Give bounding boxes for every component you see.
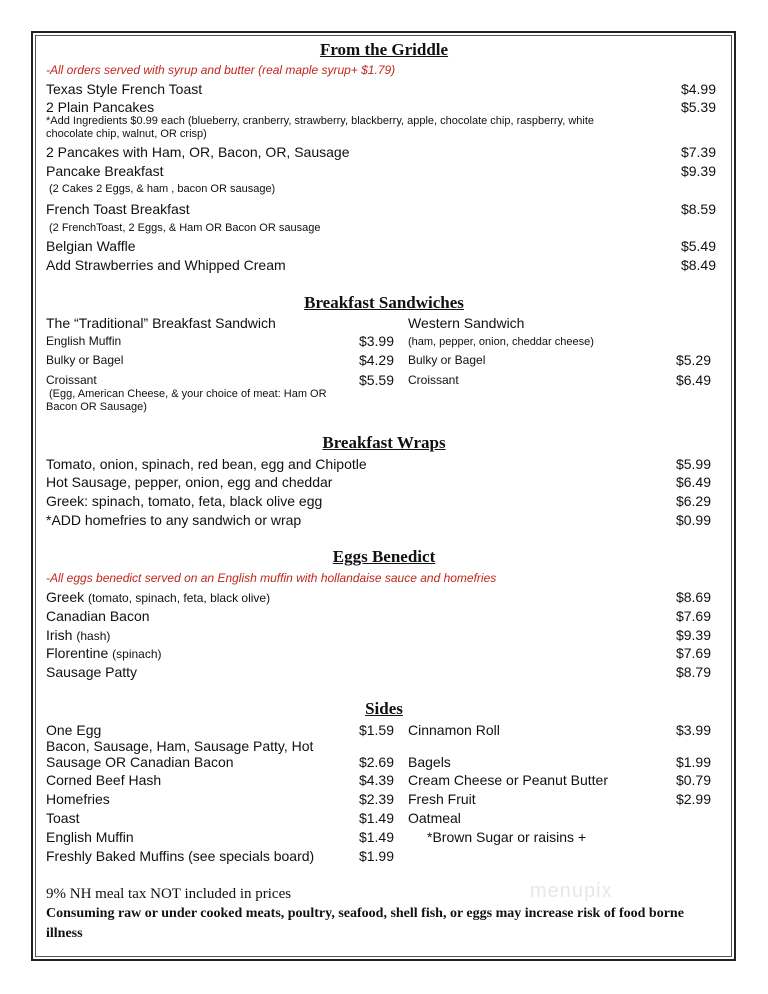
side-item-name: Toast xyxy=(46,810,80,826)
benedict-item-detail: (hash) xyxy=(76,629,111,643)
benedict-item xyxy=(46,608,150,624)
side-item-name: Homefries xyxy=(46,791,110,807)
side-item-name: Bagels xyxy=(408,754,451,770)
benedict-item-detail: (spinach) xyxy=(112,647,162,661)
food-warning: Consuming raw or under cooked meats, poultry, seafood, shell fish, or eggs may increase risk of food borne xyxy=(46,906,684,921)
griddle-note: -All orders served with syrup and butter (real maple syrup+ $1.79) xyxy=(46,63,396,77)
traditional-desc: (Egg, American Cheese, & your choice of meat: Ham OR xyxy=(49,388,327,400)
side-item-name: Bacon, Sausage, Ham, Sausage Patty, Hot xyxy=(46,738,314,754)
section-title-sides: Sides xyxy=(365,699,403,718)
side-item-name: Oatmeal xyxy=(408,810,461,826)
benedict-item-name: Irish xyxy=(46,627,73,643)
wrap-item-price: $0.99 xyxy=(675,512,711,528)
traditional-desc: Bacon OR Sausage) xyxy=(46,401,147,413)
benedict-item-price: $7.69 xyxy=(675,608,711,624)
griddle-item-name: 2 Pancakes with Ham, OR, Bacon, OR, Sausage xyxy=(46,144,350,160)
wrap-item-name: Hot Sausage, pepper, onion, egg and cheddar xyxy=(46,474,333,490)
griddle-item-price: $8.49 xyxy=(680,257,716,273)
section-title-benedict: Eggs Benedict xyxy=(332,547,436,566)
traditional-sandwich-name: The “Traditional” Breakfast Sandwich xyxy=(46,315,276,331)
side-item-price: $0.79 xyxy=(675,772,711,788)
section-title-griddle: From the Griddle xyxy=(319,40,449,59)
benedict-item-price: $7.69 xyxy=(675,645,711,661)
side-item-price: $2.69 xyxy=(358,754,394,770)
side-item-name: Sausage OR Canadian Bacon xyxy=(46,754,234,770)
side-item-name: English Muffin xyxy=(46,829,134,845)
side-item-name: Corned Beef Hash xyxy=(46,772,162,788)
benedict-item xyxy=(46,664,137,680)
side-item-price: $2.39 xyxy=(358,791,394,807)
wrap-item-name: Greek: spinach, tomato, feta, black olive egg xyxy=(46,493,323,509)
side-item-price: $4.39 xyxy=(358,772,394,788)
western-sandwich-name: Western Sandwich xyxy=(408,315,525,331)
tax-note: 9% NH meal tax NOT included in prices xyxy=(46,886,292,902)
side-item-name: Fresh Fruit xyxy=(408,791,476,807)
side-item-price: $2.99 xyxy=(675,791,711,807)
wrap-item-price: $6.49 xyxy=(675,474,711,490)
western-option-name: Bulky or Bagel xyxy=(408,353,486,367)
side-item-price: $1.99 xyxy=(358,848,394,864)
watermark-logo: menupix xyxy=(530,880,613,902)
benedict-item xyxy=(46,645,162,661)
griddle-item-price: $5.49 xyxy=(680,238,716,254)
griddle-item-price: $7.39 xyxy=(680,144,716,160)
western-option-price: $6.49 xyxy=(675,372,711,388)
griddle-item-price: $4.99 xyxy=(680,81,716,97)
benedict-item-name: Sausage Patty xyxy=(46,664,138,680)
western-option-price: $5.29 xyxy=(675,352,711,368)
side-item-name: Cream Cheese or Peanut Butter xyxy=(408,772,608,788)
griddle-item-name: 2 Plain Pancakes xyxy=(46,99,155,115)
western-option-name: Croissant xyxy=(408,373,459,387)
griddle-item-price: $9.39 xyxy=(680,163,716,179)
traditional-option-name: English Muffin xyxy=(46,334,122,348)
side-item-name: One Egg xyxy=(46,722,102,738)
pancake-breakfast-desc: (2 Cakes 2 Eggs, & ham , bacon OR sausage) xyxy=(49,183,276,195)
wrap-item-name: Tomato, onion, spinach, red bean, egg and Chipotle xyxy=(46,456,367,472)
griddle-item-name: French Toast Breakfast xyxy=(46,201,190,217)
traditional-option-price: $4.29 xyxy=(358,352,394,368)
benedict-item-price: $8.79 xyxy=(675,664,711,680)
side-item-price: $1.99 xyxy=(675,754,711,770)
benedict-item xyxy=(46,627,110,643)
wrap-item-name: *ADD homefries to any sandwich or wrap xyxy=(46,512,302,528)
side-item-price: $1.59 xyxy=(358,722,394,738)
wrap-item-price: $6.29 xyxy=(675,493,711,509)
griddle-item-name: Add Strawberries and Whipped Cream xyxy=(46,257,286,273)
benedict-item-name: Greek xyxy=(46,589,85,605)
side-item-name: Cinnamon Roll xyxy=(408,722,500,738)
griddle-item-price: $5.39 xyxy=(680,99,716,115)
french-toast-breakfast-desc: (2 FrenchToast, 2 Eggs, & Ham OR Bacon OR sausage xyxy=(49,222,321,234)
side-item-price: $1.49 xyxy=(358,810,394,826)
western-desc: (ham, pepper, onion, cheddar cheese) xyxy=(408,336,594,348)
food-warning: illness xyxy=(46,926,83,941)
traditional-option-name: Croissant xyxy=(46,373,97,387)
section-title-wraps: Breakfast Wraps xyxy=(322,433,446,452)
griddle-item-price: $8.59 xyxy=(680,201,716,217)
traditional-option-name: Bulky or Bagel xyxy=(46,353,124,367)
section-title-sandwiches: Breakfast Sandwiches xyxy=(304,293,464,312)
pancake-addon-text: chocolate chip, walnut, OR crisp) xyxy=(46,128,207,140)
griddle-item-name: Belgian Waffle xyxy=(46,238,136,254)
side-item-price: $1.49 xyxy=(358,829,394,845)
wrap-item-price: $5.99 xyxy=(675,456,711,472)
benedict-item-name: Florentine xyxy=(46,645,109,661)
benedict-item-price: $9.39 xyxy=(675,627,711,643)
griddle-item-name: Pancake Breakfast xyxy=(46,163,164,179)
benedict-item-name: Canadian Bacon xyxy=(46,608,150,624)
benedict-item-price: $8.69 xyxy=(675,589,711,605)
benedict-note: -All eggs benedict served on an English muffin with hollandaise sauce and homefries xyxy=(46,571,497,585)
side-item-price: $3.99 xyxy=(675,722,711,738)
griddle-item-name: Texas Style French Toast xyxy=(46,81,203,97)
traditional-option-price: $5.59 xyxy=(358,372,394,388)
side-item-name: *Brown Sugar or raisins + xyxy=(427,829,587,845)
traditional-option-price: $3.99 xyxy=(358,333,394,349)
benedict-item xyxy=(46,589,270,605)
benedict-item-detail: (tomato, spinach, feta, black olive) xyxy=(88,591,271,605)
side-item-name: Freshly Baked Muffins (see specials board) xyxy=(46,848,315,864)
pancake-addon-text: *Add Ingredients $0.99 each (blueberry, cranberry, strawberry, blackberry, apple, chocolate chip, raspberry, white xyxy=(46,115,595,127)
